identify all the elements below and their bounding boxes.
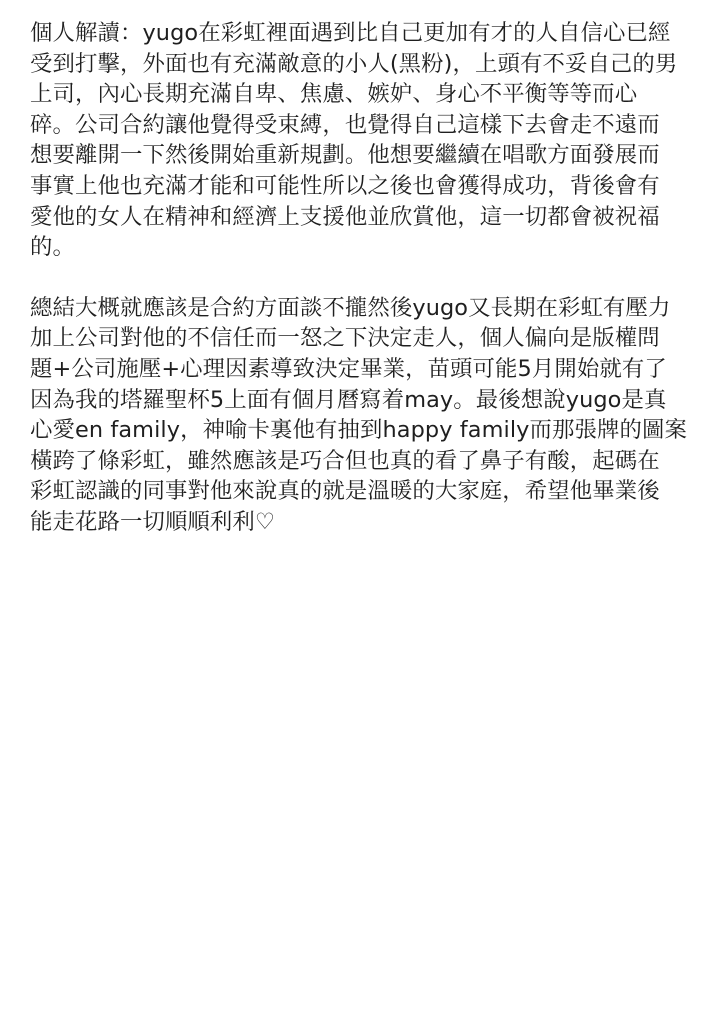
note-line: 受到打擊，外面也有充滿敵意的小人(黑粉)，上頭有不妥自己的男	[30, 50, 678, 77]
note-line: 事實上他也充滿才能和可能性所以之後也會獲得成功，背後會有	[30, 172, 660, 199]
note-line: 因為我的塔羅聖杯5上面有個月曆寫着may。最後想說yugo是真	[30, 386, 667, 413]
note-line: 碎。公司合約讓他覺得受束縛，也覺得自己這樣下去會走不遠而	[30, 111, 660, 138]
paragraph-spacer	[30, 263, 700, 293]
note-paragraph-1	[30, 18, 700, 263]
note-line: 能走花路一切順順利利♡	[30, 508, 276, 535]
note-line: 總結大概就應該是合約方面談不攏然後yugo又長期在彩虹有壓力	[30, 294, 671, 321]
note-paragraph-2	[30, 293, 700, 538]
note-text-body	[30, 18, 700, 538]
note-line: 愛他的女人在精神和經濟上支援他並欣賞他，這一切都會被祝福	[30, 203, 660, 230]
note-line: 題+公司施壓+心理因素導致決定畢業，苗頭可能5月開始就有了	[30, 355, 667, 382]
note-line: 想要離開一下然後開始重新規劃。他想要繼續在唱歌方面發展而	[30, 142, 660, 169]
note-line: 的。	[30, 234, 75, 261]
note-line: 彩虹認識的同事對他來說真的就是溫暖的大家庭，希望他畢業後	[30, 478, 660, 505]
note-line: 個人解讀：yugo在彩虹裡面遇到比自己更加有才的人自信心已經	[30, 20, 671, 46]
note-line: 心愛en family，神喻卡裏他有抽到happy family而那張牌的圖案	[30, 417, 687, 444]
note-line: 上司，內心長期充滿自卑、焦慮、嫉妒、身心不平衡等等而心	[30, 81, 638, 108]
note-line: 加上公司對他的不信任而一怒之下決定走人，個人偏向是版權問	[30, 325, 660, 352]
note-line: 橫跨了條彩虹，雖然應該是巧合但也真的看了鼻子有酸，起碼在	[30, 447, 660, 474]
